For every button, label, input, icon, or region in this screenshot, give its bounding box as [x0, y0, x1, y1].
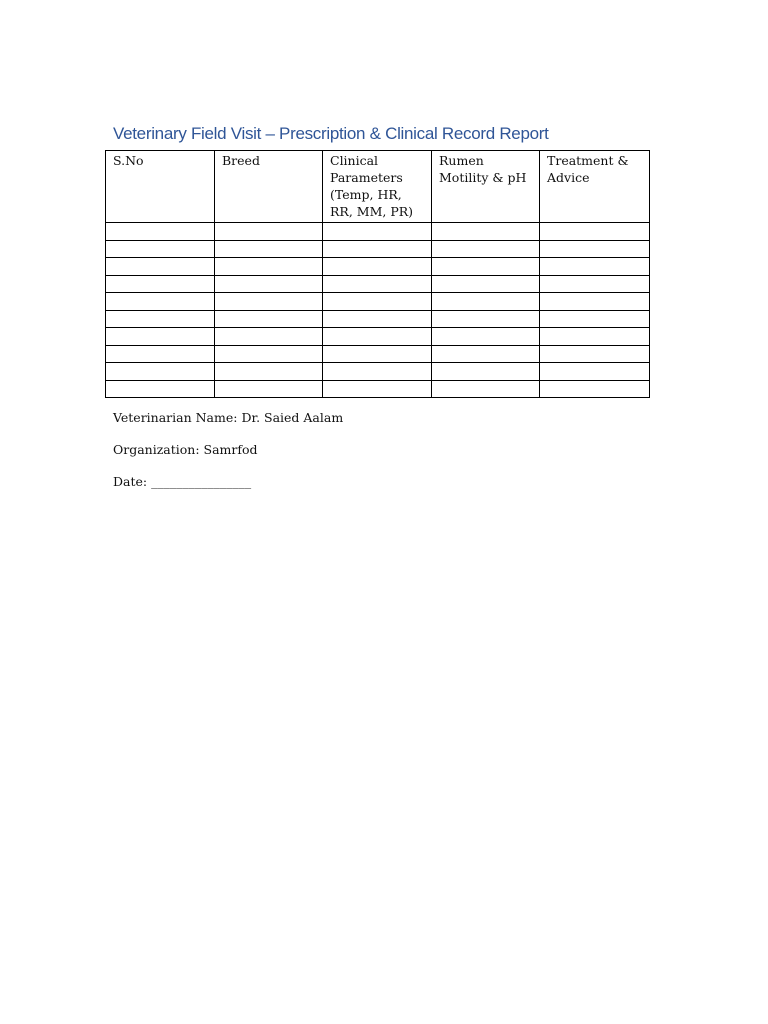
- clinical-record-table: [105, 150, 650, 398]
- table-cell: [106, 275, 215, 293]
- table-row: [106, 328, 650, 346]
- table-row: [106, 258, 650, 276]
- table-cell: [106, 293, 215, 311]
- table-cell: [540, 258, 650, 276]
- table-cell: [540, 275, 650, 293]
- table-cell: [540, 363, 650, 381]
- table-cell: [432, 293, 540, 311]
- table-header-row: [106, 151, 650, 223]
- table-cell: [215, 328, 323, 346]
- header-breed: Breed: [215, 151, 323, 223]
- veterinarian-name: Veterinarian Name: Dr. Saied Aalam: [113, 410, 344, 425]
- organization-name: Organization: Samrfod: [113, 442, 258, 457]
- table-cell: [432, 258, 540, 276]
- table-cell: [106, 363, 215, 381]
- table-cell: [106, 345, 215, 363]
- table-cell: [323, 223, 432, 241]
- table-cell: [432, 240, 540, 258]
- table-row: [106, 345, 650, 363]
- table-row: [106, 275, 650, 293]
- table-cell: [432, 328, 540, 346]
- table-cell: [215, 345, 323, 363]
- table-cell: [215, 293, 323, 311]
- table-cell: [106, 310, 215, 328]
- table-cell: [106, 223, 215, 241]
- table-cell: [432, 275, 540, 293]
- table-cell: [540, 240, 650, 258]
- table-cell: [106, 328, 215, 346]
- table-cell: [540, 345, 650, 363]
- table-cell: [432, 345, 540, 363]
- table-row: [106, 310, 650, 328]
- header-rumen-motility: Rumen Motility & pH: [432, 151, 540, 223]
- table-cell: [323, 275, 432, 293]
- table-cell: [215, 240, 323, 258]
- table-cell: [106, 380, 215, 398]
- table-cell: [106, 258, 215, 276]
- table-row: [106, 293, 650, 311]
- header-treatment-advice: Treatment & Advice: [540, 151, 650, 223]
- table-cell: [323, 293, 432, 311]
- table-cell: [215, 223, 323, 241]
- table-cell: [215, 275, 323, 293]
- table-cell: [432, 363, 540, 381]
- table-cell: [323, 363, 432, 381]
- table-cell: [106, 240, 215, 258]
- table-cell: [540, 328, 650, 346]
- table-body: [106, 223, 650, 398]
- table-cell: [432, 310, 540, 328]
- table-cell: [540, 223, 650, 241]
- table-cell: [323, 240, 432, 258]
- table-cell: [323, 258, 432, 276]
- table-cell: [432, 380, 540, 398]
- table-cell: [323, 380, 432, 398]
- table-row: [106, 240, 650, 258]
- table-row: [106, 363, 650, 381]
- table-cell: [215, 310, 323, 328]
- table-cell: [215, 363, 323, 381]
- table-cell: [323, 328, 432, 346]
- table-cell: [215, 258, 323, 276]
- table-row: [106, 380, 650, 398]
- table-cell: [323, 345, 432, 363]
- table-row: [106, 223, 650, 241]
- table-cell: [215, 380, 323, 398]
- header-clinical-parameters: Clinical Parameters (Temp, HR, RR, MM, PR): [323, 151, 432, 223]
- table-cell: [323, 310, 432, 328]
- header-sno: S.No: [106, 151, 215, 223]
- table-cell: [432, 223, 540, 241]
- table-cell: [540, 310, 650, 328]
- document-title: Veterinary Field Visit – Prescription & Clinical Record Report: [113, 124, 549, 143]
- table-cell: [540, 380, 650, 398]
- date-field: Date: ________________: [113, 474, 252, 489]
- table-cell: [540, 293, 650, 311]
